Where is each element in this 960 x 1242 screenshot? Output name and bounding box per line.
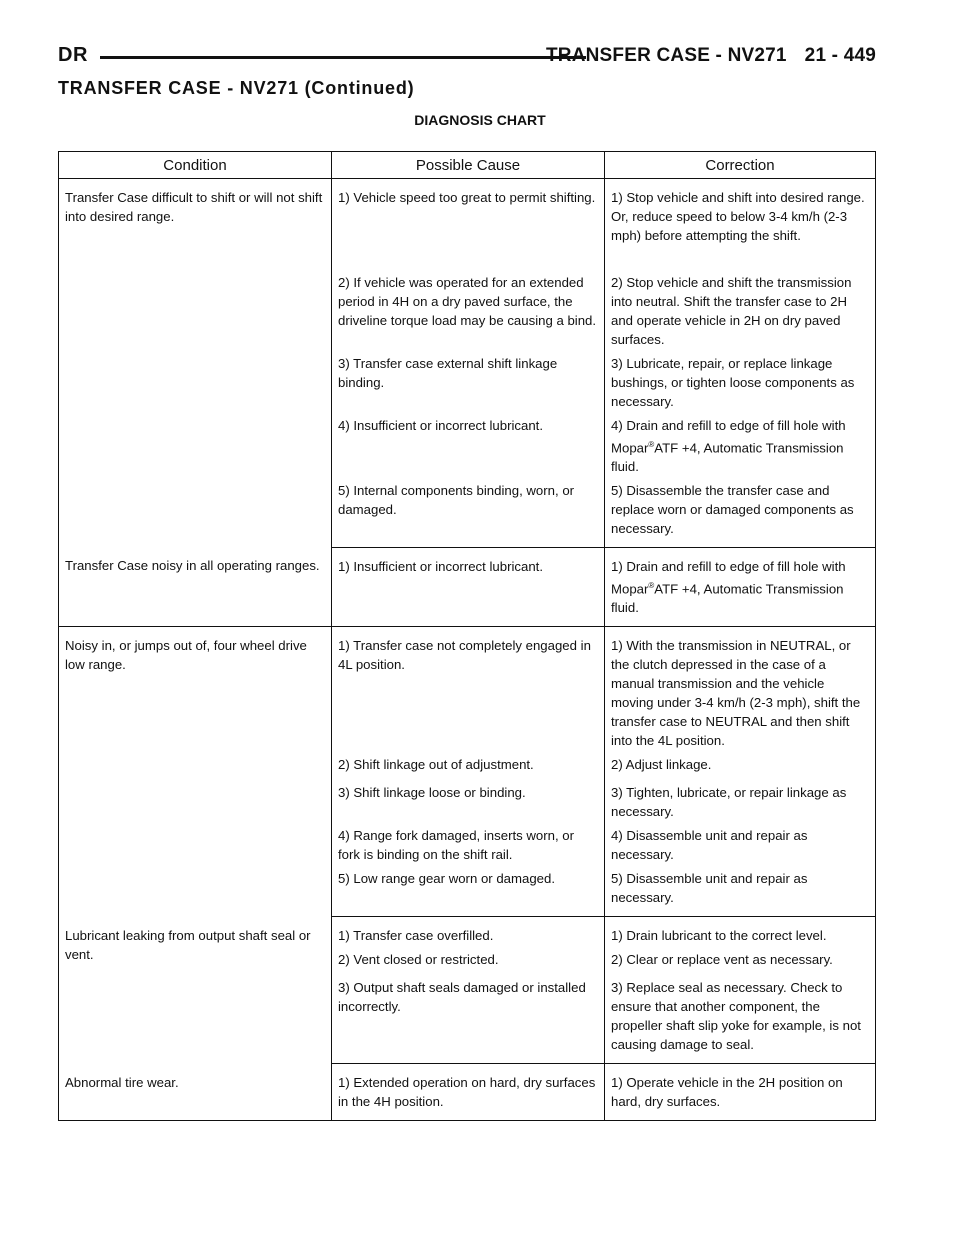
cause-cell: 5) Low range gear worn or damaged. — [332, 864, 605, 917]
condition-cell: Transfer Case noisy in all operating ranges. — [59, 547, 332, 626]
correction-cell: 2) Adjust linkage. — [605, 750, 876, 778]
correction-cell: 5) Disassemble the transfer case and replace worn or damaged components as necessary. — [605, 476, 876, 548]
correction-cell: 2) Clear or replace vent as necessary. — [605, 945, 876, 973]
cause-cell: 2) Vent closed or restricted. — [332, 945, 605, 973]
diagnosis-table — [58, 151, 876, 1121]
correction-cell: 1) With the transmission in NEUTRAL, or the clutch depressed in the case of a manual transmission and the vehicle moving under 3-4 km/h (2-3 mph), shift the transfer case to NEUTRAL and then shift into the 4L position. — [605, 627, 876, 751]
correction-cell: 4) Drain and refill to edge of fill hole with Mopar®ATF +4, Automatic Transmission fluid. — [605, 411, 876, 476]
cause-cell: 3) Transfer case external shift linkage binding. — [332, 349, 605, 411]
column-header-cause: Possible Cause — [332, 152, 605, 179]
cause-cell: 2) Shift linkage out of adjustment. — [332, 750, 605, 778]
correction-cell: 1) Operate vehicle in the 2H position on hard, dry surfaces. — [605, 1064, 876, 1121]
table-row — [59, 917, 876, 946]
cause-cell: 1) Transfer case overfilled. — [332, 917, 605, 946]
cause-cell: 1) Extended operation on hard, dry surfaces in the 4H position. — [332, 1064, 605, 1121]
condition-cell: Noisy in, or jumps out of, four wheel drive low range. — [59, 627, 332, 917]
table-row — [59, 1064, 876, 1121]
page-number: 21 - 449 — [804, 45, 876, 66]
condition-cell: Lubricant leaking from output shaft seal or vent. — [59, 917, 332, 1064]
cause-cell: 4) Insufficient or incorrect lubricant. — [332, 411, 605, 476]
cause-cell: 5) Internal components binding, worn, or damaged. — [332, 476, 605, 548]
cause-cell: 4) Range fork damaged, inserts worn, or fork is binding on the shift rail. — [332, 821, 605, 864]
cause-cell: 1) Vehicle speed too great to permit shifting. — [332, 179, 605, 268]
correction-cell: 2) Stop vehicle and shift the transmission into neutral. Shift the transfer case to 2H and operate vehicle in 2H on dry paved surfaces. — [605, 268, 876, 349]
correction-cell: 5) Disassemble unit and repair as necessary. — [605, 864, 876, 917]
column-header-correction: Correction — [605, 152, 876, 179]
correction-cell: 4) Disassemble unit and repair as necessary. — [605, 821, 876, 864]
cause-cell: 3) Output shaft seals damaged or installed incorrectly. — [332, 973, 605, 1064]
column-header-condition: Condition — [59, 152, 332, 179]
cause-cell: 2) If vehicle was operated for an extended period in 4H on a dry paved surface, the driveline torque load may be causing a bind. — [332, 268, 605, 349]
condition-cell: Abnormal tire wear. — [59, 1064, 332, 1121]
table-row — [59, 627, 876, 751]
correction-cell: 1) Stop vehicle and shift into desired range. Or, reduce speed to below 3-4 km/h (2-3 mph) before attempting the shift. — [605, 179, 876, 268]
table-header-row — [59, 152, 876, 179]
continued-title: TRANSFER CASE - NV271 (Continued) — [58, 78, 415, 98]
section-title: TRANSFER CASE - NV271 — [545, 45, 787, 66]
cause-cell: 3) Shift linkage loose or binding. — [332, 778, 605, 821]
cause-cell: 1) Insufficient or incorrect lubricant. — [332, 547, 605, 626]
correction-cell: 3) Replace seal as necessary. Check to ensure that another component, the propeller shaft slip yoke for example, is not causing damage to seal. — [605, 973, 876, 1064]
condition-cell: Transfer Case difficult to shift or will not shift into desired range. — [59, 179, 332, 548]
registered-mark: ® — [648, 439, 655, 449]
table-row — [59, 179, 876, 268]
correction-cell: 1) Drain and refill to edge of fill hole with Mopar®ATF +4, Automatic Transmission fluid. — [605, 547, 876, 626]
correction-cell: 3) Tighten, lubricate, or repair linkage as necessary. — [605, 778, 876, 821]
correction-cell: 3) Lubricate, repair, or replace linkage bushings, or tighten loose components as necessary. — [605, 349, 876, 411]
correction-cell: 1) Drain lubricant to the correct level. — [605, 917, 876, 946]
cause-cell: 1) Transfer case not completely engaged in 4L position. — [332, 627, 605, 751]
manual-code: DR — [58, 44, 88, 66]
registered-mark: ® — [648, 580, 655, 590]
page-header — [58, 44, 876, 70]
table-body — [59, 179, 876, 1121]
header-rule — [100, 56, 586, 59]
chart-title: DIAGNOSIS CHART — [414, 112, 546, 128]
header-right — [546, 45, 876, 67]
table-row — [59, 547, 876, 626]
